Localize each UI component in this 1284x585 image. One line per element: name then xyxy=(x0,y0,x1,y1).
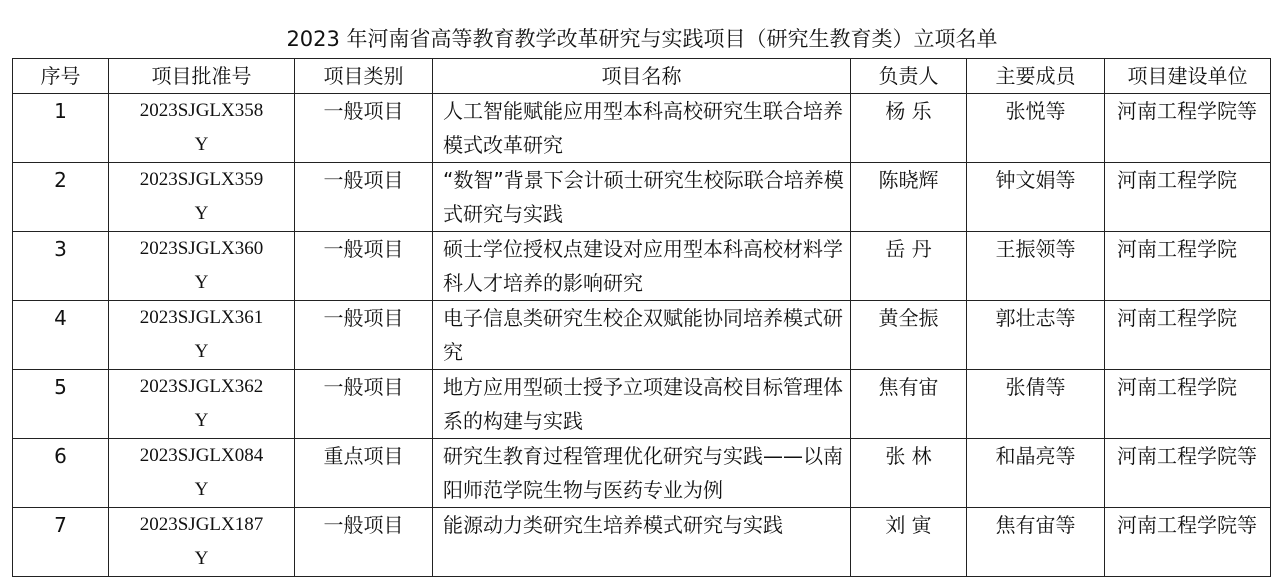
cell-category: 重点项目 xyxy=(295,439,433,508)
cell-approval-number xyxy=(109,163,295,232)
table-row xyxy=(13,370,1271,439)
cell-leader: 黄全振 xyxy=(851,301,967,370)
cell-leader: 陈晓辉 xyxy=(851,163,967,232)
cell-project-name: 人工智能赋能应用型本科高校研究生联合培养模式改革研究 xyxy=(433,94,851,163)
cell-members: 钟文娟等 xyxy=(967,163,1105,232)
cell-category: 一般项目 xyxy=(295,370,433,439)
approval-number-line1: 2023SJGLX187 xyxy=(139,514,264,535)
approval-number-line2: Y xyxy=(194,548,209,569)
approval-number-line1: 2023SJGLX084 xyxy=(139,445,264,466)
cell-leader: 杨 乐 xyxy=(851,94,967,163)
approval-number-line2: Y xyxy=(194,479,209,500)
approval-number-line1: 2023SJGLX360 xyxy=(139,238,264,259)
table-row xyxy=(13,508,1271,577)
cell-project-name: 硕士学位授权点建设对应用型本科高校材料学科人才培养的影响研究 xyxy=(433,232,851,301)
cell-approval-number xyxy=(109,370,295,439)
cell-approval-number xyxy=(109,232,295,301)
cell-members: 王振领等 xyxy=(967,232,1105,301)
table-row xyxy=(13,94,1271,163)
approval-number-line2: Y xyxy=(194,134,209,155)
cell-organization: 河南工程学院 xyxy=(1105,370,1271,439)
approval-number-line2: Y xyxy=(194,410,209,431)
cell-project-name: 研究生教育过程管理优化研究与实践——以南阳师范学院生物与医药专业为例 xyxy=(433,439,851,508)
cell-index: 5 xyxy=(13,370,109,439)
cell-members: 和晶亮等 xyxy=(967,439,1105,508)
cell-category: 一般项目 xyxy=(295,163,433,232)
approval-number-line2: Y xyxy=(194,203,209,224)
table-row xyxy=(13,163,1271,232)
approval-number-line2: Y xyxy=(194,272,209,293)
cell-category: 一般项目 xyxy=(295,301,433,370)
table-row xyxy=(13,301,1271,370)
cell-approval-number xyxy=(109,439,295,508)
header-approval-number: 项目批准号 xyxy=(109,59,295,94)
cell-project-name: “数智”背景下会计硕士研究生校际联合培养模式研究与实践 xyxy=(433,163,851,232)
document-title: 2023 年河南省高等教育教学改革研究与实践项目（研究生教育类）立项名单 xyxy=(286,27,998,51)
header-project-name: 项目名称 xyxy=(433,59,851,94)
approval-number-line1: 2023SJGLX359 xyxy=(139,169,264,190)
header-category: 项目类别 xyxy=(295,59,433,94)
approval-number-line1: 2023SJGLX358 xyxy=(139,100,264,121)
cell-organization: 河南工程学院 xyxy=(1105,232,1271,301)
table-header-row xyxy=(13,59,1271,94)
cell-index: 4 xyxy=(13,301,109,370)
cell-approval-number xyxy=(109,94,295,163)
approval-number-line2: Y xyxy=(194,341,209,362)
table-row xyxy=(13,232,1271,301)
cell-organization: 河南工程学院等 xyxy=(1105,508,1271,577)
header-leader: 负责人 xyxy=(851,59,967,94)
cell-category: 一般项目 xyxy=(295,232,433,301)
cell-project-name: 能源动力类研究生培养模式研究与实践 xyxy=(433,508,851,577)
cell-organization: 河南工程学院等 xyxy=(1105,94,1271,163)
cell-index: 1 xyxy=(13,94,109,163)
cell-leader: 焦有宙 xyxy=(851,370,967,439)
cell-leader: 张 林 xyxy=(851,439,967,508)
cell-organization: 河南工程学院 xyxy=(1105,163,1271,232)
cell-organization: 河南工程学院 xyxy=(1105,301,1271,370)
cell-members: 张悦等 xyxy=(967,94,1105,163)
cell-organization: 河南工程学院等 xyxy=(1105,439,1271,508)
cell-index: 6 xyxy=(13,439,109,508)
header-index: 序号 xyxy=(13,59,109,94)
cell-category: 一般项目 xyxy=(295,508,433,577)
cell-members: 郭壮志等 xyxy=(967,301,1105,370)
cell-members: 焦有宙等 xyxy=(967,508,1105,577)
cell-members: 张倩等 xyxy=(967,370,1105,439)
cell-leader: 岳 丹 xyxy=(851,232,967,301)
header-organization: 项目建设单位 xyxy=(1105,59,1271,94)
cell-project-name: 电子信息类研究生校企双赋能协同培养模式研究 xyxy=(433,301,851,370)
header-members: 主要成员 xyxy=(967,59,1105,94)
cell-index: 7 xyxy=(13,508,109,577)
cell-approval-number xyxy=(109,301,295,370)
cell-index: 2 xyxy=(13,163,109,232)
project-table xyxy=(12,58,1271,577)
cell-approval-number xyxy=(109,508,295,577)
approval-number-line1: 2023SJGLX362 xyxy=(139,376,264,397)
cell-category: 一般项目 xyxy=(295,94,433,163)
table-row xyxy=(13,439,1271,508)
cell-leader: 刘 寅 xyxy=(851,508,967,577)
approval-number-line1: 2023SJGLX361 xyxy=(139,307,264,328)
cell-project-name: 地方应用型硕士授予立项建设高校目标管理体系的构建与实践 xyxy=(433,370,851,439)
cell-index: 3 xyxy=(13,232,109,301)
